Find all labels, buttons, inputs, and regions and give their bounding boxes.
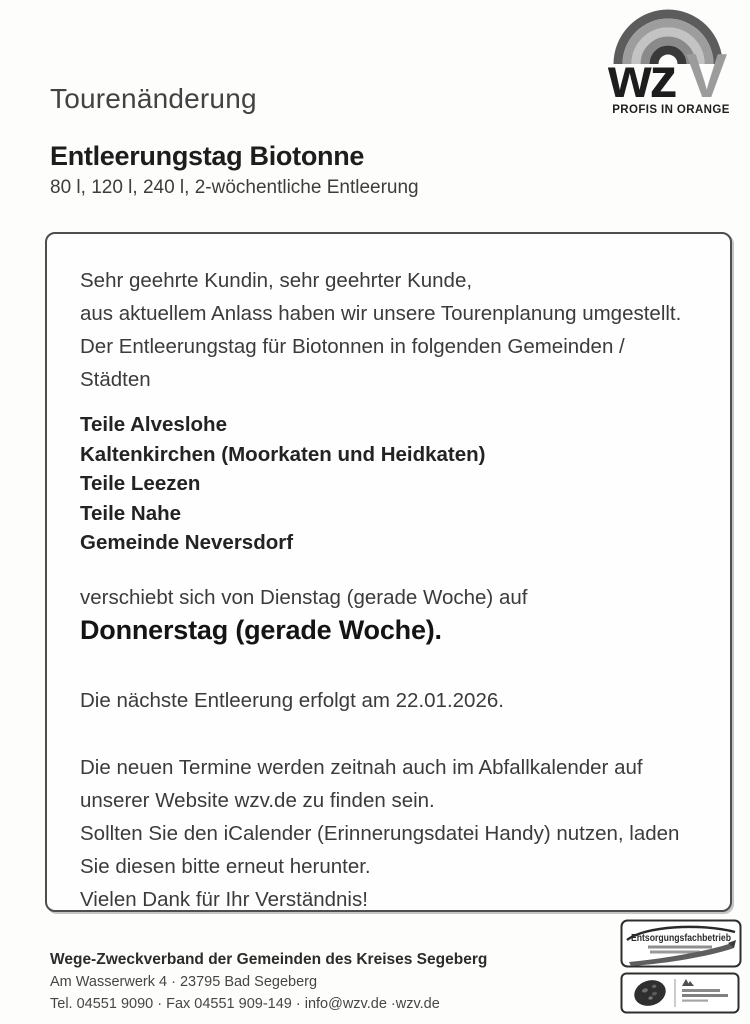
info-line: unserer Website wzv.de zu finden sein. bbox=[80, 788, 435, 812]
intro-paragraph bbox=[80, 264, 706, 396]
intro-line: aus aktuellem Anlass haben wir unsere Tourenplanung umgestellt. bbox=[80, 302, 682, 325]
info-line: Vielen Dank für Ihr Verständnis! bbox=[80, 887, 368, 911]
info-line: Sollten Sie den iCalender (Erinnerungsdatei Handy) nutzen, laden bbox=[80, 821, 680, 845]
fine-print-line bbox=[682, 1000, 708, 1002]
notice-box bbox=[45, 232, 732, 912]
rainbow-arch-icon bbox=[606, 2, 742, 118]
wzv-logo bbox=[606, 2, 742, 118]
fine-print-line bbox=[682, 994, 728, 997]
logo-letters-wz: wz bbox=[608, 46, 676, 109]
schedule-change-line: verschiebt sich von Dienstag (gerade Woche) auf bbox=[80, 585, 528, 609]
environmental-badge bbox=[620, 972, 740, 1014]
main-heading: Entleerungstag Biotonne bbox=[50, 141, 365, 171]
footer-org-name: Wege-Zweckverband der Gemeinden des Kreises Segeberg bbox=[50, 951, 488, 968]
subheading: 80 l, 120 l, 240 l, 2-wöchentliche Entleerung bbox=[50, 177, 419, 198]
municipality-item: Kaltenkirchen (Moorkaten und Heidkaten) bbox=[80, 442, 486, 466]
municipality-item: Gemeinde Neversdorf bbox=[80, 531, 294, 554]
footer bbox=[50, 948, 487, 1015]
footer-contact: Tel. 04551 9090 · Fax 04551 909-149 · info@wzv.de ·wzv.de bbox=[50, 996, 440, 1012]
doc-title: Tourenänderung bbox=[50, 83, 257, 114]
logo-tagline: PROFIS IN ORANGE bbox=[612, 104, 730, 116]
new-collection-day: Donnerstag (gerade Woche). bbox=[80, 614, 442, 645]
fine-print-line bbox=[648, 946, 712, 949]
info-paragraph bbox=[80, 751, 706, 916]
footer-address: Am Wasserwerk 4 · 23795 Bad Segeberg bbox=[50, 974, 318, 990]
info-line: Die neuen Termine werden zeitnah auch im Abfallkalender auf bbox=[80, 755, 643, 779]
municipality-item: Teile Alveslohe bbox=[80, 413, 227, 436]
intro-line: Städten bbox=[80, 368, 151, 391]
info-line: Sie diesen bitte erneut herunter. bbox=[80, 854, 371, 878]
next-collection-date: Die nächste Entleerung erfolgt am 22.01.2026. bbox=[80, 688, 504, 712]
municipality-item: Teile Leezen bbox=[80, 472, 201, 495]
intro-line: Der Entleerungstag für Biotonnen in folgenden Gemeinden / bbox=[80, 335, 625, 358]
municipality-item: Teile Nahe bbox=[80, 501, 182, 525]
fine-print-line bbox=[682, 989, 720, 992]
logo-letter-v: V bbox=[686, 42, 728, 111]
entsorgungsfachbetrieb-badge bbox=[620, 919, 742, 968]
municipality-list bbox=[80, 410, 706, 558]
salutation-line: Sehr geehrte Kundin, sehr geehrter Kunde, bbox=[80, 269, 473, 292]
certification-label: Entsorgungsfachbetrieb bbox=[631, 933, 731, 944]
